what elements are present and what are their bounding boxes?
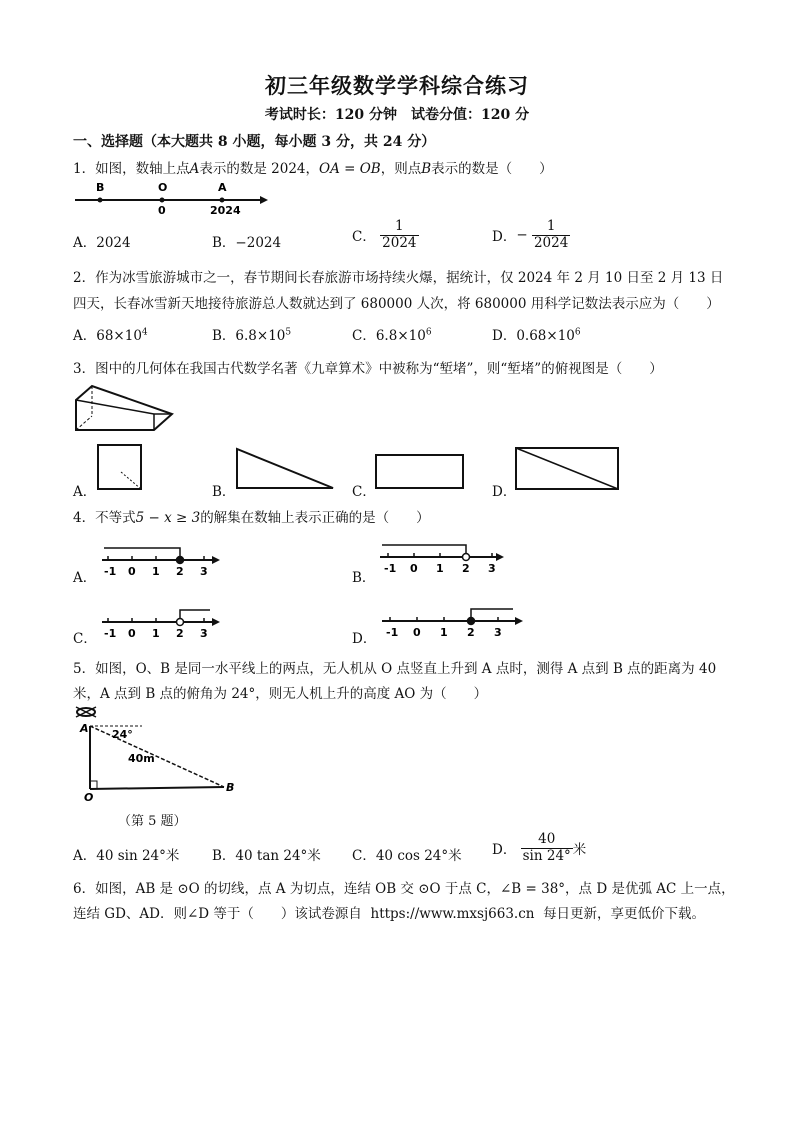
- question-6-line-1: 6．如图，AB 是 ⊙O 的切线，点 A 为切点，连结 OB 交 ⊙O 于点 C，∠B = 38°，点 D 是优弧 AC 上一点，: [73, 881, 735, 897]
- tick-label: 0: [413, 626, 421, 639]
- q2-option-b[interactable]: B．$6.8\times 10^5$: [212, 327, 292, 344]
- tick-label: 3: [200, 565, 208, 578]
- tick-label: 3: [494, 626, 502, 639]
- source-link[interactable]: https://www.mxsj663.cn: [370, 906, 535, 922]
- q3-option-c-figure[interactable]: [375, 454, 465, 490]
- question-5-line-2: 米，A 点到 B 点的俯角为 24°，则无人机上升的高度 AO 为（ ）: [73, 686, 488, 702]
- figure-5-caption: （第 5 题）: [118, 814, 187, 829]
- tick-label: 2: [176, 565, 184, 578]
- exam-info: 考试时长：120 分钟 试卷分值：120 分: [264, 107, 530, 123]
- endpoint-marker: [177, 557, 184, 564]
- q5-option-d[interactable]: D． $\frac{40}{\sin 24^\circ}$ 米: [492, 831, 587, 864]
- q4-option-b-label[interactable]: B．: [352, 570, 376, 586]
- q2-option-c[interactable]: C．$6.8\times 10^6$: [352, 327, 432, 344]
- q4-option-d-number-line[interactable]: [380, 599, 525, 639]
- question-3-stem: 3．图中的几何体在我国古代数学名著《九章算术》中被称为“堑堵”，则“堑堵”的俯视图是（ ）: [73, 361, 663, 377]
- q3-option-d-figure[interactable]: [515, 447, 620, 491]
- q4-option-c-label[interactable]: C．: [73, 631, 97, 647]
- q4-option-b-number-line[interactable]: [378, 535, 503, 575]
- question-5-figure: [72, 704, 242, 804]
- q4-option-a-label[interactable]: A．: [73, 570, 97, 586]
- tick-label: 2: [462, 562, 470, 575]
- q1-option-c[interactable]: C． $\frac{1}{2024}$: [352, 218, 417, 251]
- tick-label: 2: [467, 626, 475, 639]
- tick-label: 0: [410, 562, 418, 575]
- q3-option-b-label[interactable]: B．: [212, 484, 236, 500]
- q4-option-c-number-line[interactable]: [100, 600, 225, 640]
- question-1-number-line: [70, 178, 270, 218]
- distance-label: 40m: [128, 752, 155, 765]
- q2-option-d[interactable]: D．$0.68\times 10^6$: [492, 327, 581, 344]
- angle-label: 24°: [112, 728, 133, 741]
- tick-label: 1: [440, 626, 448, 639]
- point-o-label: O: [158, 181, 168, 194]
- question-2-line-1: 2．作为冰雪旅游城市之一，春节期间长春旅游市场持续火爆，据统计，仅 2024 年 2 月 10 日至 2 月 13 日: [73, 270, 724, 286]
- tick-label: 3: [488, 562, 496, 575]
- q3-option-a-figure[interactable]: [97, 444, 143, 492]
- question-3-solid-figure: [72, 383, 177, 438]
- q3-option-b-figure[interactable]: [236, 448, 336, 490]
- q3-option-c-label[interactable]: C．: [352, 484, 376, 500]
- endpoint-marker: [177, 619, 184, 626]
- tick-label: 2: [176, 627, 184, 640]
- point-b-label: B: [226, 781, 235, 794]
- endpoint-marker: [468, 618, 475, 625]
- q5-option-a[interactable]: A．40 sin 24°米: [73, 848, 180, 864]
- q1-option-d[interactable]: D．− $\frac{1}{2024}$: [492, 218, 569, 251]
- point-o-label: O: [84, 791, 94, 804]
- q4-option-d-label[interactable]: D．: [352, 631, 377, 647]
- q3-option-d-label[interactable]: D．: [492, 484, 517, 500]
- q1-option-a[interactable]: A．2024: [73, 235, 131, 251]
- tick-label: 3: [200, 627, 208, 640]
- q2-option-a[interactable]: A．$68\times 10^4$: [73, 327, 148, 344]
- tick-label: 0: [128, 627, 136, 640]
- tick-label: 1: [152, 627, 160, 640]
- tick-zero: 0: [158, 204, 166, 217]
- question-2-line-2: 四天，长春冰雪新天地接待旅游总人数就达到了 680000 人次，将 680000 用科学记数法表示应为（ ）: [73, 296, 720, 312]
- tick-label: -1: [104, 627, 117, 640]
- question-1-stem: 1．如图，数轴上点A表示的数是 2024，OA = OB，则点B表示的数是（ ）: [73, 161, 553, 177]
- page-title: 初三年级数学学科综合练习: [265, 73, 529, 98]
- question-6-line-2: 连结 GD、AD．则∠D 等于（ ）该试卷源自 https://www.mxsj663.cn 每日更新，享更低价下载。: [73, 906, 706, 922]
- tick-label: -1: [104, 565, 117, 578]
- q5-option-c[interactable]: C．40 cos 24°米: [352, 848, 462, 864]
- tick-label: -1: [384, 562, 397, 575]
- point-b-label: B: [96, 181, 105, 194]
- q4-option-a-number-line[interactable]: [100, 538, 225, 578]
- tick-label: -1: [386, 626, 399, 639]
- question-5-line-1: 5．如图，O、B 是同一水平线上的两点，无人机从 O 点竖直上升到 A 点时，测得 A 点到 B 点的距离为 40: [73, 661, 717, 677]
- section-heading: 一、选择题（本大题共 8 小题，每小题 3 分，共 24 分）: [73, 134, 436, 150]
- point-a-label: A: [80, 722, 89, 735]
- tick-2024: 2024: [210, 204, 241, 217]
- q3-option-a-label[interactable]: A．: [73, 484, 97, 500]
- question-4-stem: 4．不等式5 − x ≥ 3的解集在数轴上表示正确的是（ ）: [73, 510, 430, 526]
- endpoint-marker: [463, 554, 470, 561]
- point-a-label: A: [218, 181, 227, 194]
- q5-option-b[interactable]: B．40 tan 24°米: [212, 848, 321, 864]
- q1-option-b[interactable]: B．−2024: [212, 235, 282, 251]
- tick-label: 1: [436, 562, 444, 575]
- drone-icon: [76, 707, 96, 717]
- tick-label: 1: [152, 565, 160, 578]
- tick-label: 0: [128, 565, 136, 578]
